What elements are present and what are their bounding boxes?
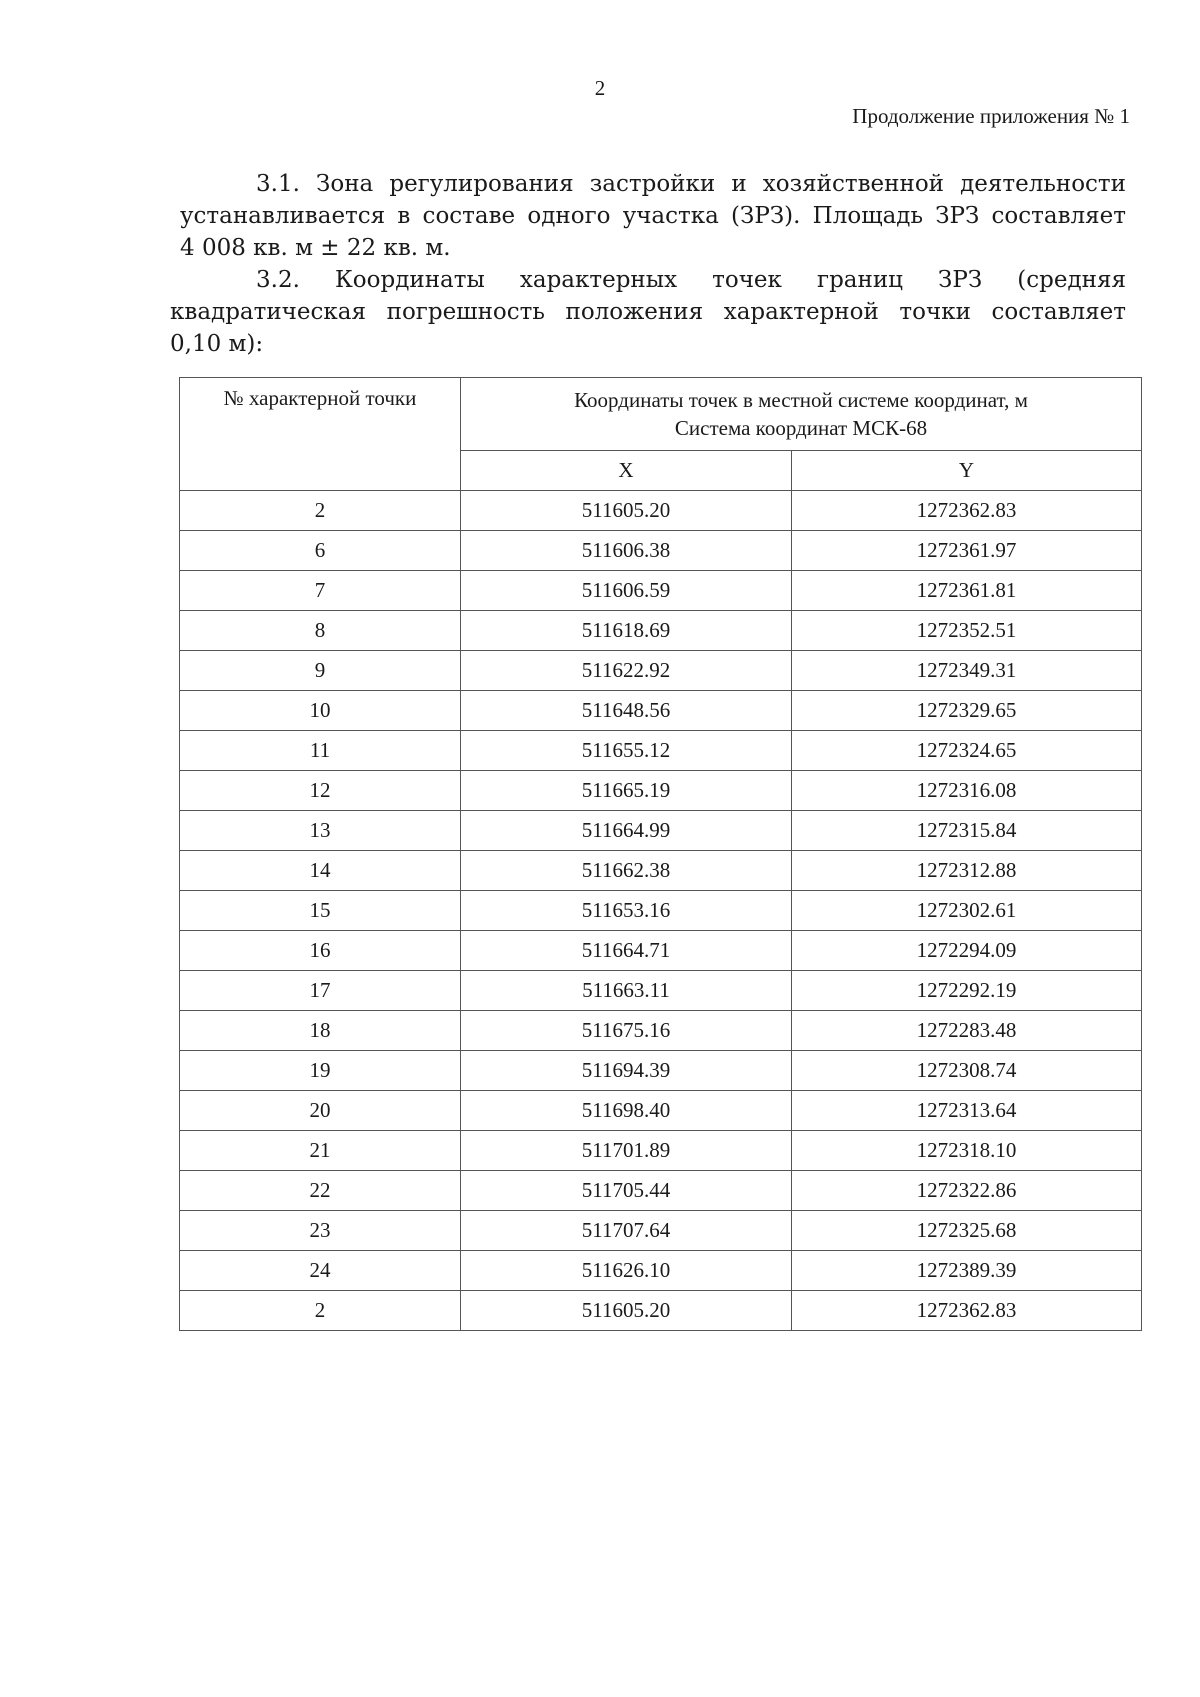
x-coordinate-cell: 511663.11 (461, 971, 792, 1011)
x-coordinate-cell: 511626.10 (461, 1251, 792, 1291)
x-column-header: X (461, 451, 792, 491)
point-number-cell: 14 (180, 851, 461, 891)
y-coordinate-cell: 1272318.10 (792, 1131, 1142, 1171)
y-coordinate-cell: 1272361.81 (792, 571, 1142, 611)
x-coordinate-cell: 511618.69 (461, 611, 792, 651)
x-coordinate-cell: 511694.39 (461, 1051, 792, 1091)
coordinates-table (179, 377, 1142, 1331)
paragraph-line: квадратическая погрешность положения характерной точки составляет (170, 299, 1126, 325)
paragraph-line: 3.2. Координаты характерных точек границ ЗРЗ (средняя (256, 267, 1126, 293)
paragraph-line: 3.1. Зона регулирования застройки и хозяйственной деятельности (256, 171, 1126, 197)
x-coordinate-cell: 511675.16 (461, 1011, 792, 1051)
y-column-header: Y (792, 451, 1142, 491)
paragraph-3-2 (170, 264, 1126, 360)
paragraph-line: 0,10 м): (170, 331, 264, 357)
x-coordinate-cell: 511655.12 (461, 731, 792, 771)
y-coordinate-cell: 1272361.97 (792, 531, 1142, 571)
y-coordinate-cell: 1272292.19 (792, 971, 1142, 1011)
table-row (180, 891, 1142, 931)
x-coordinate-cell: 511605.20 (461, 491, 792, 531)
y-coordinate-cell: 1272349.31 (792, 651, 1142, 691)
x-coordinate-cell: 511707.64 (461, 1211, 792, 1251)
point-number-cell: 17 (180, 971, 461, 1011)
table-row (180, 611, 1142, 651)
point-number-cell: 2 (180, 491, 461, 531)
table-row (180, 1091, 1142, 1131)
table-row (180, 811, 1142, 851)
page-number: 2 (594, 76, 606, 100)
paragraph-3-1 (180, 168, 1126, 264)
table-row (180, 571, 1142, 611)
appendix-continuation-note: Продолжение приложения № 1 (852, 104, 1130, 128)
table-row (180, 491, 1142, 531)
point-number-cell: 23 (180, 1211, 461, 1251)
table-row (180, 1051, 1142, 1091)
y-coordinate-cell: 1272316.08 (792, 771, 1142, 811)
y-coordinate-cell: 1272389.39 (792, 1251, 1142, 1291)
y-coordinate-cell: 1272329.65 (792, 691, 1142, 731)
point-number-cell: 15 (180, 891, 461, 931)
coordinates-header-line: Координаты точек в местной системе координат, м (574, 388, 1028, 412)
y-coordinate-cell: 1272362.83 (792, 491, 1142, 531)
coordinates-group-header (461, 378, 1142, 451)
x-coordinate-cell: 511664.71 (461, 931, 792, 971)
point-number-cell: 2 (180, 1291, 461, 1331)
table-row (180, 1011, 1142, 1051)
y-coordinate-cell: 1272313.64 (792, 1091, 1142, 1131)
table-row (180, 1211, 1142, 1251)
x-coordinate-cell: 511605.20 (461, 1291, 792, 1331)
y-coordinate-cell: 1272322.86 (792, 1171, 1142, 1211)
point-number-cell: 11 (180, 731, 461, 771)
y-coordinate-cell: 1272324.65 (792, 731, 1142, 771)
point-number-cell: 9 (180, 651, 461, 691)
point-number-cell: 13 (180, 811, 461, 851)
x-coordinate-cell: 511606.38 (461, 531, 792, 571)
point-number-cell: 19 (180, 1051, 461, 1091)
x-coordinate-cell: 511705.44 (461, 1171, 792, 1211)
y-coordinate-cell: 1272312.88 (792, 851, 1142, 891)
x-coordinate-cell: 511662.38 (461, 851, 792, 891)
y-coordinate-cell: 1272352.51 (792, 611, 1142, 651)
table-row (180, 731, 1142, 771)
x-coordinate-cell: 511701.89 (461, 1131, 792, 1171)
y-coordinate-cell: 1272302.61 (792, 891, 1142, 931)
x-coordinate-cell: 511665.19 (461, 771, 792, 811)
point-number-cell: 22 (180, 1171, 461, 1211)
point-number-cell: 20 (180, 1091, 461, 1131)
y-coordinate-cell: 1272325.68 (792, 1211, 1142, 1251)
point-number-cell: 7 (180, 571, 461, 611)
table-row (180, 531, 1142, 571)
table-row (180, 771, 1142, 811)
table-row (180, 1131, 1142, 1171)
y-coordinate-cell: 1272315.84 (792, 811, 1142, 851)
x-coordinate-cell: 511606.59 (461, 571, 792, 611)
y-coordinate-cell: 1272283.48 (792, 1011, 1142, 1051)
table-row (180, 1291, 1142, 1331)
point-number-cell: 12 (180, 771, 461, 811)
y-coordinate-cell: 1272308.74 (792, 1051, 1142, 1091)
table-row (180, 971, 1142, 1011)
table-row (180, 651, 1142, 691)
point-number-cell: 8 (180, 611, 461, 651)
coordinates-table-body (180, 491, 1142, 1331)
x-coordinate-cell: 511622.92 (461, 651, 792, 691)
point-number-cell: 16 (180, 931, 461, 971)
point-number-header: № характерной точки (180, 378, 461, 491)
coordinate-system-header-line: Система координат МСК-68 (674, 416, 928, 440)
table-row (180, 1251, 1142, 1291)
x-coordinate-cell: 511653.16 (461, 891, 792, 931)
y-coordinate-cell: 1272362.83 (792, 1291, 1142, 1331)
point-number-cell: 24 (180, 1251, 461, 1291)
x-coordinate-cell: 511648.56 (461, 691, 792, 731)
x-coordinate-cell: 511698.40 (461, 1091, 792, 1131)
table-row (180, 851, 1142, 891)
table-row (180, 691, 1142, 731)
point-number-cell: 18 (180, 1011, 461, 1051)
point-number-cell: 6 (180, 531, 461, 571)
paragraph-line: устанавливается в составе одного участка (ЗРЗ). Площадь ЗРЗ составляет (180, 203, 1126, 229)
point-number-cell: 21 (180, 1131, 461, 1171)
point-number-cell: 10 (180, 691, 461, 731)
table-row (180, 931, 1142, 971)
table-row (180, 1171, 1142, 1211)
y-coordinate-cell: 1272294.09 (792, 931, 1142, 971)
paragraph-line: 4 008 кв. м ± 22 кв. м. (180, 235, 451, 261)
x-coordinate-cell: 511664.99 (461, 811, 792, 851)
